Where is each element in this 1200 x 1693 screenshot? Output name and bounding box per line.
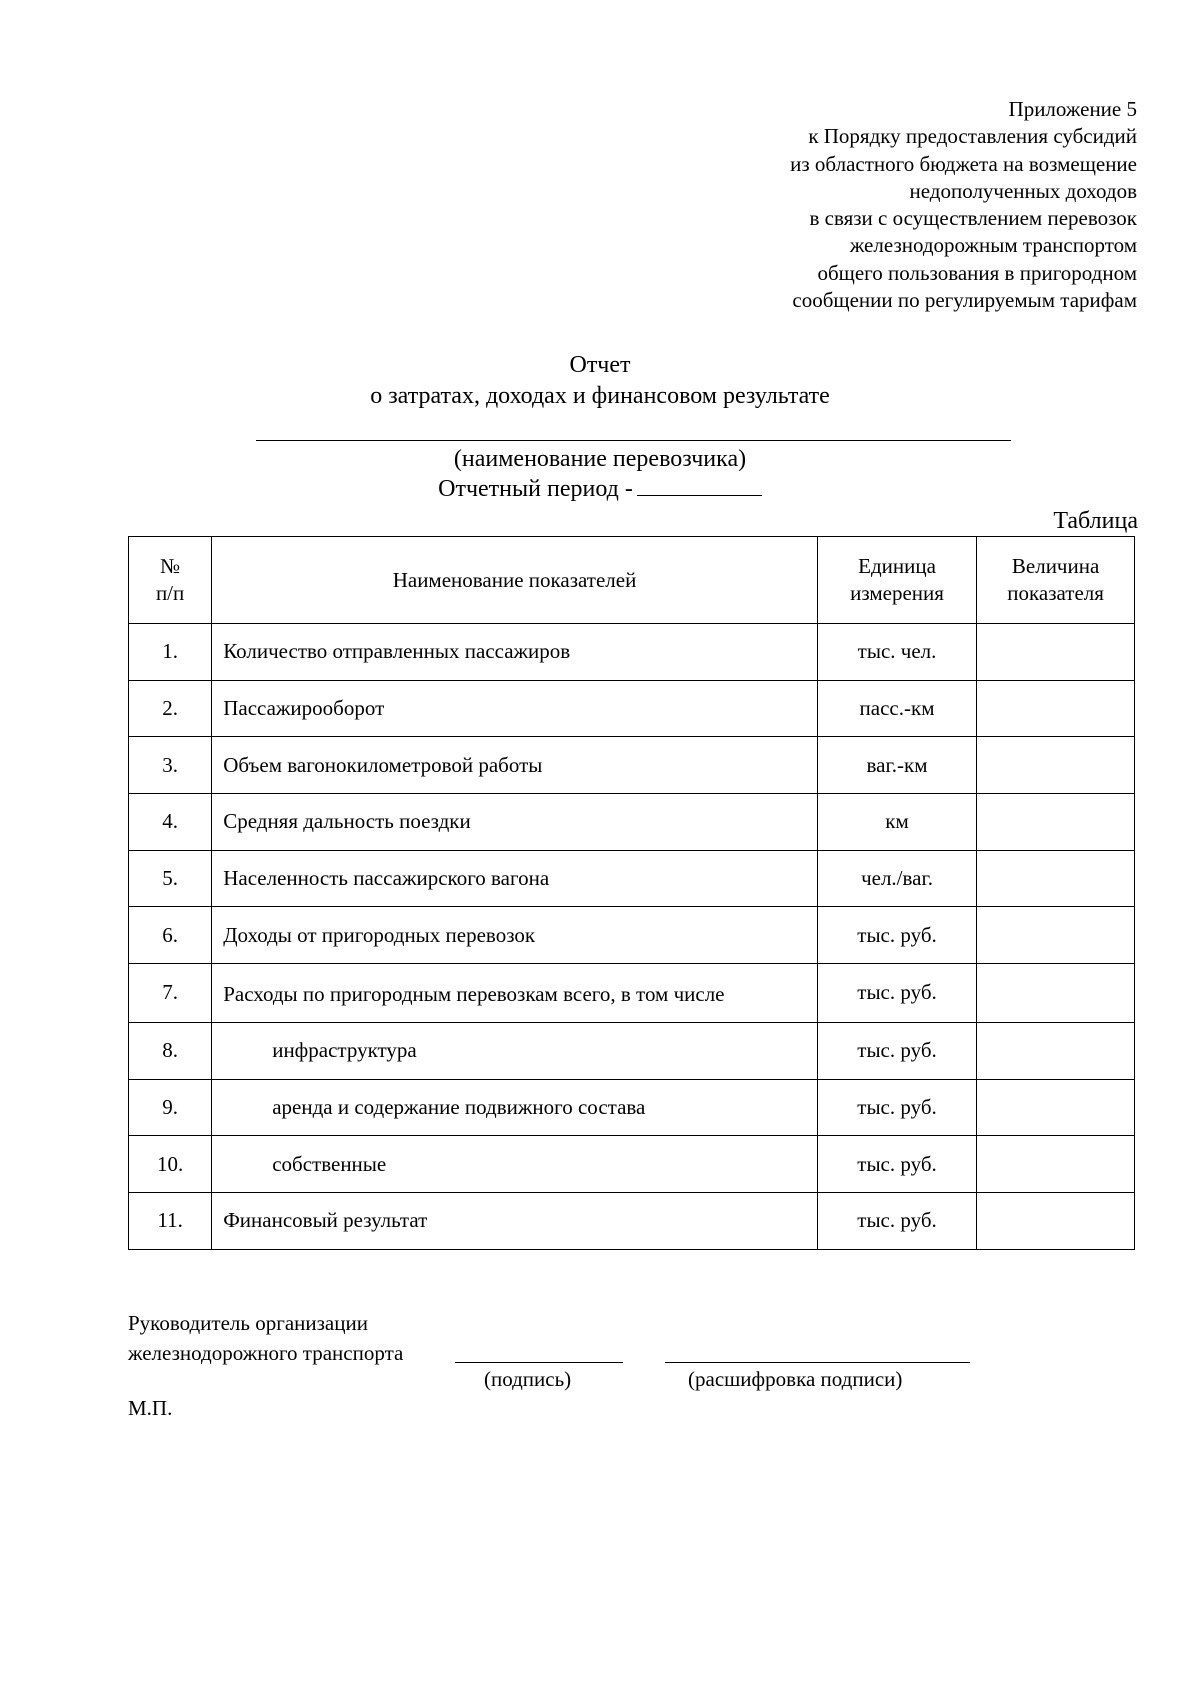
row-value[interactable] [977, 794, 1135, 851]
row-unit: тыс. руб. [817, 964, 976, 1023]
carrier-name-blank-line [256, 440, 1011, 441]
table-row [129, 850, 1135, 907]
row-name: инфраструктура [212, 1022, 818, 1079]
header-unit [817, 537, 976, 624]
annex-line: общего пользования в пригородном [817, 260, 1137, 285]
signature-caption: (подпись) [484, 1367, 572, 1391]
annex-line: недополученных доходов [909, 178, 1137, 203]
row-unit: пасс.-км [817, 680, 976, 737]
annex-line: сообщении по регулируемым тарифам [792, 288, 1137, 313]
table-row [129, 794, 1135, 851]
row-name: Доходы от пригородных перевозок [212, 907, 818, 964]
row-unit: тыс. руб. [817, 1136, 976, 1193]
row-name: собственные [212, 1136, 818, 1193]
row-number: 4. [129, 794, 212, 851]
table-row [129, 1192, 1135, 1249]
signature-decode-caption: (расшифровка подписи) [688, 1367, 903, 1391]
stamp-label: М.П. [128, 1396, 173, 1420]
annex-header [790, 96, 1137, 314]
signature-decode-blank-line[interactable] [665, 1362, 970, 1363]
annex-line: из областного бюджета на возмещение [790, 151, 1137, 176]
header-number [129, 537, 212, 624]
reporting-period [0, 474, 1200, 504]
row-name: Пассажирооборот [212, 680, 818, 737]
row-number: 5. [129, 850, 212, 907]
row-number: 11. [129, 1192, 212, 1249]
table-label: Таблица [1053, 508, 1138, 534]
carrier-name-caption: (наименование перевозчика) [453, 446, 747, 472]
header-number-line1: № [160, 554, 181, 578]
row-name: Объем вагонокилометровой работы [212, 737, 818, 794]
row-number: 6. [129, 907, 212, 964]
table-row [129, 1022, 1135, 1079]
signature-blank-line[interactable] [455, 1362, 623, 1363]
header-unit-line1: Единица [858, 554, 936, 578]
table-row [129, 737, 1135, 794]
annex-line: Приложение 5 [1008, 97, 1137, 121]
row-value[interactable] [977, 624, 1135, 681]
signature-line2: железнодорожного транспорта [128, 1341, 404, 1365]
row-value[interactable] [977, 1192, 1135, 1249]
header-unit-line2: измерения [850, 581, 944, 605]
row-unit: км [817, 794, 976, 851]
row-unit: тыс. руб. [817, 1079, 976, 1136]
reporting-period-label: Отчетный период - [438, 476, 633, 502]
row-value[interactable] [977, 680, 1135, 737]
row-unit: тыс. чел. [817, 624, 976, 681]
row-number: 7. [129, 964, 212, 1023]
row-name: Населенность пассажирского вагона [212, 850, 818, 907]
row-name: Расходы по пригородным перевозкам всего, в том числе [212, 964, 818, 1023]
row-value[interactable] [977, 907, 1135, 964]
row-unit: тыс. руб. [817, 1192, 976, 1249]
row-value[interactable] [977, 1079, 1135, 1136]
report-title: Отчет [569, 352, 631, 378]
signature-block [128, 1308, 403, 1368]
row-name: Финансовый результат [212, 1192, 818, 1249]
annex-line: железнодорожным транспортом [849, 233, 1137, 258]
row-unit: тыс. руб. [817, 1022, 976, 1079]
table-row [129, 1079, 1135, 1136]
header-number-line2: п/п [155, 581, 185, 605]
row-name: Средняя дальность поездки [212, 794, 818, 851]
signature-line1: Руководитель организации [128, 1311, 368, 1335]
row-value[interactable] [977, 737, 1135, 794]
table-row [129, 907, 1135, 964]
row-number: 9. [129, 1079, 212, 1136]
table-row [129, 680, 1135, 737]
reporting-period-blank [637, 475, 762, 496]
row-unit: тыс. руб. [817, 907, 976, 964]
annex-line: в связи с осуществлением перевозок [809, 206, 1137, 231]
table-row [129, 624, 1135, 681]
header-value-line1: Величина [1011, 554, 1100, 578]
row-name: Количество отправленных пассажиров [212, 624, 818, 681]
row-unit: чел./ваг. [817, 850, 976, 907]
row-number: 2. [129, 680, 212, 737]
row-value[interactable] [977, 964, 1135, 1023]
report-subtitle: о затратах, доходах и финансовом результате [370, 383, 830, 409]
annex-line: к Порядку предоставления субсидий [808, 124, 1137, 149]
row-number: 1. [129, 624, 212, 681]
row-value[interactable] [977, 1022, 1135, 1079]
table-row [129, 1136, 1135, 1193]
row-unit: ваг.-км [817, 737, 976, 794]
row-value[interactable] [977, 850, 1135, 907]
row-name: аренда и содержание подвижного состава [212, 1079, 818, 1136]
row-number: 8. [129, 1022, 212, 1079]
row-number: 3. [129, 737, 212, 794]
header-value [977, 537, 1135, 624]
table-header-row [129, 537, 1135, 624]
table-row [129, 964, 1135, 1023]
row-number: 10. [129, 1136, 212, 1193]
header-name: Наименование показателей [212, 537, 818, 624]
header-value-line2: показателя [1007, 581, 1104, 605]
row-value[interactable] [977, 1136, 1135, 1193]
indicators-table [128, 536, 1135, 1250]
